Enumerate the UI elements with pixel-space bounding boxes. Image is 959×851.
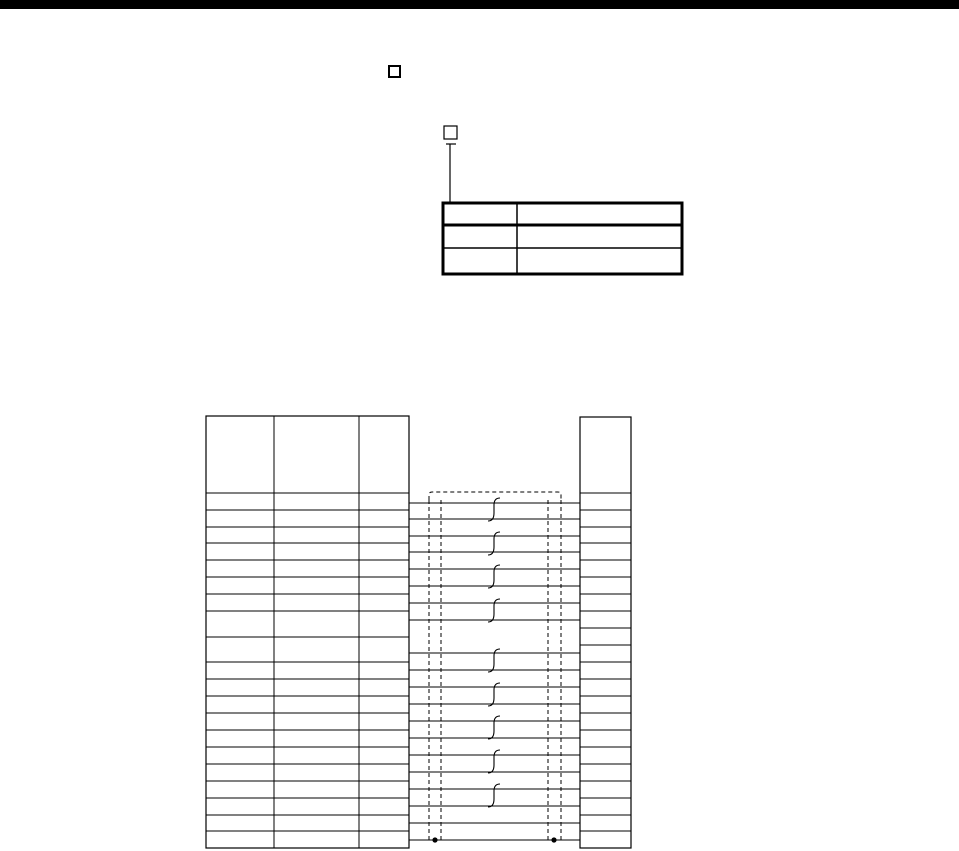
legend-table [443, 203, 682, 274]
wire-group [409, 498, 580, 823]
shield-ground-terminal [551, 837, 556, 842]
right-connector-table [580, 417, 631, 848]
shield-outline-top [429, 492, 561, 500]
twisted-pair-mark [488, 750, 500, 773]
twisted-pair-mark [488, 649, 500, 672]
twisted-pair-mark [488, 784, 500, 807]
left-connector-frame [206, 416, 409, 848]
shield-ground-terminal [432, 837, 437, 842]
twisted-pair-mark [488, 599, 500, 622]
heading-square-icon [389, 66, 400, 77]
twisted-pair-mark [488, 683, 500, 706]
twisted-pair-mark [488, 565, 500, 588]
right-connector-frame [580, 417, 631, 848]
left-connector-table [206, 416, 409, 848]
twisted-pair-mark [488, 716, 500, 739]
model-code-legend [443, 126, 682, 274]
wiring-diagram [206, 416, 631, 848]
code-box-icon [444, 126, 457, 139]
twisted-pair-mark [488, 498, 500, 521]
header-rule [0, 0, 959, 9]
